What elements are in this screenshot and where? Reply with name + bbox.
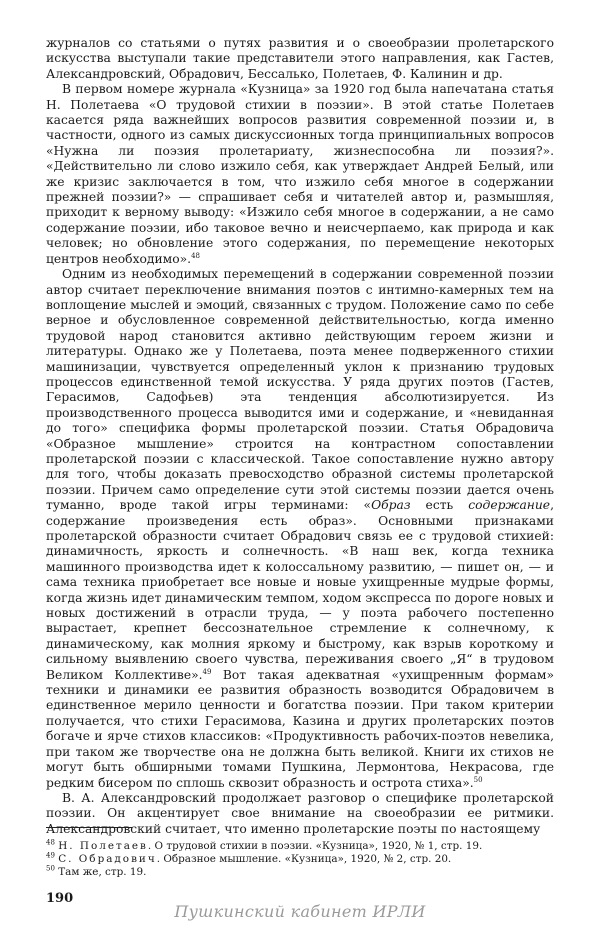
paragraph-1: журналов со статьями о путях развития и о своеобразии пролетарского искусства выступали такие представители этого направления, как Гастев, Александровский, Обрадович, Бессалько, Полетаев, Ф. Калинин и др. xyxy=(46,36,554,81)
footnote-number: 50 xyxy=(46,864,55,873)
footnote-50 xyxy=(46,866,554,879)
footnote-number: 49 xyxy=(46,851,55,860)
paragraph-3-text-d: Вот такая адекватная «ухищренным формам» техники и динамики ее развития образность возводится Обрадовичем в единственное мерило ценности и богатства поэзии. При таком критерии получается, что стихи Герасимова, Казина и других пролетарских поэтов богаче и ярче стихов классиков: «Продуктивность рабочих-поэтов невелика, при таком же творчестве она не должна быть великой. Книги их стихов не могут быть обширными томами Пушкина, Лермонтова, Некрасова, где редким бисером по сплошь сквозит образность и острота стиха». xyxy=(46,667,554,790)
paragraph-2 xyxy=(46,82,554,267)
footnote-ref-48: 48 xyxy=(191,251,200,260)
footnote-author: Н. Полетаев xyxy=(58,840,148,852)
footnotes xyxy=(46,840,554,880)
footnote-text: . Образное мышление. «Кузница», 1920, № 2, стр. 20. xyxy=(156,853,452,866)
watermark: Пушкинский кабинет ИРЛИ xyxy=(174,902,426,921)
footnote-author: С. Обрадович xyxy=(58,853,157,866)
footnote-ref-50: 50 xyxy=(473,775,483,784)
footnote-ref-49: 49 xyxy=(202,667,212,676)
footnote-49 xyxy=(46,853,554,866)
paragraph-3-text-b: есть xyxy=(410,498,469,513)
paragraph-4: В. А. Александровский продолжает разговор о специфике пролетарской поэзии. Он акцентирует свое внимание на своеобразии ее ритмики. Александровский считает, что именно пролетарские поэты по настоящему xyxy=(46,790,554,836)
main-text xyxy=(46,36,554,837)
footnote-divider xyxy=(46,827,132,828)
footnote-48 xyxy=(46,840,554,853)
footnote-text: . О трудовой стихии в поэзии. «Кузница», 1920, № 1, стр. 19. xyxy=(147,840,483,852)
paragraph-2-text: В первом номере журнала «Кузница» за 1920 год была напечатана статья Н. Полетаева «О трудовой стихии в поэзии». В этой статье Полетаев касается ряда важнейших вопросов развития современной поэзии и, в частности, одного из самых дискуссионных тогда принципиальных вопросов «Нужна ли поэзия пролетариату, жизнеспособна ли поэзия?». «Действительно ли слово изжило себя, как утверждает Андрей Белый, или же кризис заключается в том, что изжило себя многое в содержании прежней поэзии?» — спрашивает себя и читателей автор и, размышляя, приходит к верному выводу: «Изжило себя многое в содержании, а не само содержание поэзии, ибо таковое вечно и неисчерпаемо, как природа и как человек; но обновление этого содержания, по перемещение некоторых центров необходимо». xyxy=(46,82,554,266)
paragraph-3-emphasis-obraz: Образ xyxy=(371,498,411,513)
page-number: 190 xyxy=(46,891,74,906)
paragraph-3-emphasis-soderzhanie: содержание xyxy=(468,498,551,513)
footnote-text: Там же, стр. 19. xyxy=(58,866,147,879)
paragraph-3 xyxy=(46,267,554,791)
paragraph-3-text-c: , содержание произведения есть образ». Основными признаками пролетарской образности считает Обрадович связь ее с трудовой стихией: динамичность, яркость и солнечность. «В наш век, когда техника машинного производства идет к колоссальному развитию, — пишет он, — и сама техника приобретает все новые и новые ухищренные мудрые формы, когда жизнь идет динамическим темпом, ходом экспресса по дороге новых и новых достижений в отрасли труда, — у поэта рабочего постепенно вырастает, крепнет бессознательное стремление к солнечному, к динамическому, как молния яркому и быстрому, как взрыв короткому и сильному выявлению своего чувства, переживания своего „Я“ в трудовом Великом Коллективе». xyxy=(46,498,554,682)
footnote-number: 48 xyxy=(46,838,55,847)
paragraph-3-text-a: Одним из необходимых перемещений в содержании современной поэзии автор считает переключение внимания поэтов с интимно-камерных тем на воплощение мыслей и эмоций, связанных с трудом. Положение само по себе верное и обусловленное современной действительностью, когда именно трудовой народ становится активно действующим героем жизни и литературы. Однако же у Полетаева, поэта менее подверженного стихии машинизации, чувствуется определенный уклон к признанию трудовых процессов единственной темой искусства. У ряда других поэтов (Гастев, Герасимов, Садофьев) эта тенденция абсолютизируется. Из производственного процесса выводится ими и содержание, и «невиданная до того» специфика формы пролетарской поэзии. Статья Обрадовича «Образное мышление» строится на контрастном сопоставлении пролетарской поэзии с классической. Такое сопоставление нужно автору для того, чтобы доказать превосходство образной системы пролетарской поэзии. Причем само определение сути этой системы поэзии дается очень туманно, вроде такой игры терминами: « xyxy=(46,267,554,513)
